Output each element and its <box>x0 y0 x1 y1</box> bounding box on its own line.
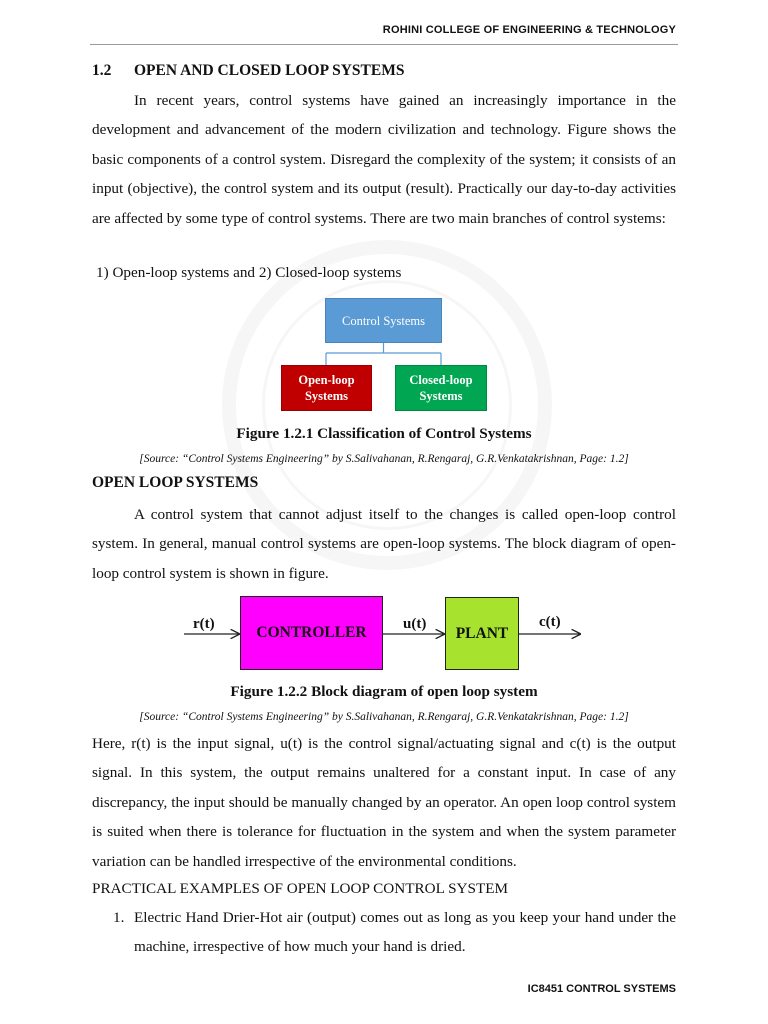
control-signal-label: u(t) <box>403 616 427 632</box>
practical-examples-list <box>113 903 676 962</box>
plant-block: PLANT <box>445 597 519 670</box>
closed-loop-line2: Systems <box>419 389 463 403</box>
page-footer: IC8451 CONTROL SYSTEMS <box>527 983 676 995</box>
figure2-source: [Source: “Control Systems Engineering” by S.Salivahanan, R.Rengaraj, G.R.Venkatakrishnan, Page: 1.2] <box>139 711 629 723</box>
list-item <box>113 903 676 962</box>
practical-examples-heading: PRACTICAL EXAMPLES OF OPEN LOOP CONTROL SYSTEM <box>92 880 509 897</box>
open-loop-line1: Open-loop <box>298 373 355 387</box>
page-header: ROHINI COLLEGE OF ENGINEERING & TECHNOLOGY <box>382 24 676 36</box>
input-signal-label: r(t) <box>193 616 215 632</box>
open-loop-line2: Systems <box>304 389 349 403</box>
list-item-number: 1. <box>113 909 125 926</box>
section-title-text: OPEN AND CLOSED LOOP SYSTEMS <box>134 62 405 79</box>
figure1-source: [Source: “Control Systems Engineering” by S.Salivahanan, R.Rengaraj, G.R.Venkatakrishnan, Page: 1.2] <box>139 453 629 465</box>
output-signal-label: c(t) <box>539 614 561 630</box>
explanation-paragraph: Here, r(t) is the input signal, u(t) is the control signal/actuating signal and c(t) is the output signal. In this system, the output remains unaltered for a constant input. In case of any discrepancy, the input should be manually changed by an operator. An open loop control system is suited when there is tolerance for fluctuation in the system and when the system parameter variation can be handled irrespective of the environmental conditions. <box>92 735 676 870</box>
closed-loop-line1: Closed-loop <box>409 373 473 387</box>
intro-paragraph: In recent years, control systems have gained an increasingly importance in the development and advancement of the modern civilization and technology. Figure shows the basic components of a control system. Disregard the complexity of the system; it consists of an input (objective), the control system and its output (result). Practically our day-to-day activities are affected by some type of control systems. There are two main branches of control systems: <box>92 92 676 227</box>
open-loop-paragraph: A control system that cannot adjust itself to the changes is called open-loop control system. In general, manual control systems are open-loop systems. The block diagram of open-loop control system is shown in figure. <box>92 506 676 582</box>
control-systems-box: Control Systems <box>325 298 442 343</box>
branches-list: 1) Open-loop systems and 2) Closed-loop systems <box>96 264 402 281</box>
list-item-text: Electric Hand Drier-Hot air (output) comes out as long as you keep your hand under the machine, irrespective of how much your hand is dried. <box>134 909 676 956</box>
controller-block: CONTROLLER <box>240 596 383 670</box>
open-loop-heading: OPEN LOOP SYSTEMS <box>92 474 259 491</box>
section-number: 1.2 <box>92 62 112 79</box>
figure1-caption: Figure 1.2.1 Classification of Control Systems <box>236 425 532 442</box>
figure2-caption: Figure 1.2.2 Block diagram of open loop system <box>230 683 538 700</box>
